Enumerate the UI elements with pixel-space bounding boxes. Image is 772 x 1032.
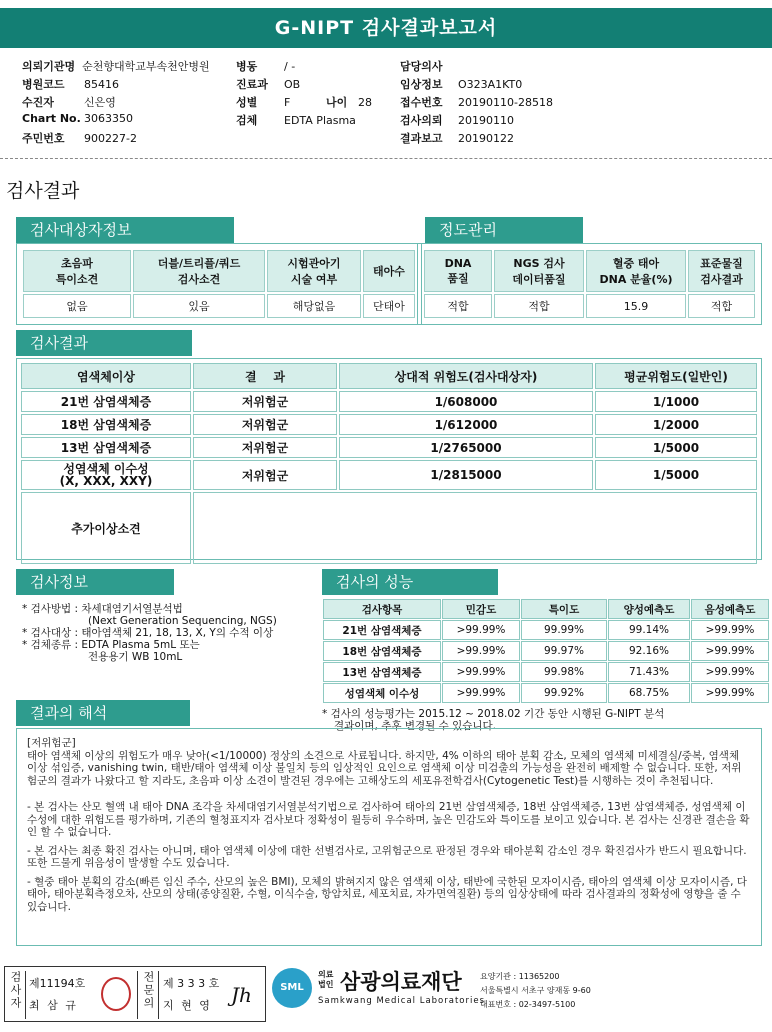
- label-clinical-info: 임상정보: [400, 78, 443, 91]
- result-header-abnormality: 염색체이상: [21, 363, 191, 389]
- logo-corp-top: 의료: [318, 970, 334, 979]
- result-row-result: 저위험군: [193, 460, 337, 490]
- test-method-line: * 검사방법 : 차세대염기서열분석법: [22, 603, 183, 615]
- result-header-average-risk: 평균위험도(일반인): [595, 363, 757, 389]
- subject-value-ultrasound: 없음: [23, 294, 131, 318]
- perf-row-ppv: 71.43%: [608, 662, 690, 682]
- result-row-result: 저위험군: [193, 437, 337, 458]
- result-row-relative: 1/2765000: [339, 437, 593, 458]
- perf-header-ppv: 양성예측도: [608, 599, 690, 619]
- logo-corp-bottom: 법인: [318, 980, 334, 989]
- result-row-average: 1/5000: [595, 437, 757, 458]
- result-row-name: 성염색체 이수성 (X, XXX, XXY): [21, 460, 191, 490]
- qc-header-fetal-fraction: 혈중 태아 DNA 분율(%): [586, 250, 686, 292]
- report-title: G-NIPT 검사결과보고서: [0, 8, 772, 48]
- test-target-line: * 검사대상 : 태아염색체 21, 18, 13, X, Y의 수적 이상: [22, 627, 274, 639]
- label-department: 진료과: [236, 78, 268, 91]
- perf-row-item: 성염색체 이수성: [323, 683, 441, 703]
- perf-header-item: 검사항목: [323, 599, 441, 619]
- test-info-text: [22, 603, 322, 663]
- perf-row-npv: >99.99%: [691, 683, 769, 703]
- specimen-type-line-2: 전용용기 WB 10mL: [88, 651, 183, 663]
- interpretation-paragraph: 태아 염색체 이상의 위험도가 매우 낮아(<1/10000) 정상의 소견으로 사료됩니다. 하지만, 4% 이하의 태아 분획 감소, 모체의 염색체 미세결실/중복, 염색체 이상 섞임증, vanishing twin, 태반/태아 염색체 이상 불일치 등의 임상적인 요인으로 염색체 이상 미검출의 가능성을 완전히 배제할 수 없습니다. 또한, 저위험군의 결과가 나왔다고 할 지라도, 초음파 이상 소견이 발견된 경우에는 고해상도의 세포유전학검사(Cytogenetic Test)를 시행하는 것이 추천됩니다.: [27, 749, 742, 787]
- qc-tab: 정도관리: [425, 217, 583, 243]
- label-receipt-no: 접수번호: [400, 96, 443, 109]
- label-doctor: 담당의사: [400, 60, 443, 73]
- label-chart-no: Chart No.: [22, 112, 81, 125]
- qc-header-ngs-quality: NGS 검사 데이터품질: [494, 250, 584, 292]
- org-name-en: Samkwang Medical Laboratories: [318, 996, 486, 1006]
- perf-header-specificity: 특이도: [521, 599, 607, 619]
- value-request-date: 20190110: [458, 114, 514, 127]
- perf-header-npv: 음성예측도: [691, 599, 769, 619]
- interpretation-paragraph: - 혈중 태아 분획의 감소(빠른 임신 주수, 산모의 높은 BMI), 모체의 밝혀지지 않은 염색체 이상, 태반에 국한된 모자이시즘, 태아의 염색체 이상 모자이시즘, 다태아, 태아분획측정오차, 산모의 상태(종양질환, 수혈, 이식수술, 항암치료, 세포치료, 자가면역질환) 등의 임상상태에 따라 검사결과의 정확성에 영향을 줄 수 있습니다.: [27, 875, 747, 913]
- perf-row-ppv: 99.14%: [608, 620, 690, 640]
- perf-row-specificity: 99.97%: [521, 641, 607, 661]
- subject-info-tab: 검사대상자정보: [16, 217, 234, 243]
- perf-row-specificity: 99.99%: [521, 620, 607, 640]
- subject-header-ivf: 시험관아기 시술 여부: [267, 250, 361, 292]
- section-title: 검사결과: [6, 180, 80, 202]
- value-hospital-code: 85416: [84, 78, 119, 91]
- qc-value-dna-quality: 적합: [424, 294, 492, 318]
- subject-value-fetus-count: 단태아: [363, 294, 415, 318]
- perf-row-npv: >99.99%: [691, 641, 769, 661]
- perf-row-item: 13번 삼염색체증: [323, 662, 441, 682]
- result-row-relative: 1/612000: [339, 414, 593, 435]
- header-mid: [236, 58, 372, 130]
- header-right: [400, 58, 553, 148]
- extra-findings-label: 추가이상소견: [21, 492, 191, 564]
- perf-row-item: 21번 삼염색체증: [323, 620, 441, 640]
- org-info-phone: 대표번호 : 02-3497-5100: [480, 1000, 576, 1009]
- qc-box: [417, 243, 762, 325]
- examiner-label: 검사자: [7, 971, 26, 1019]
- perf-row-sensitivity: >99.99%: [442, 641, 520, 661]
- extra-findings-value: [193, 492, 757, 564]
- result-header-result: 결 과: [193, 363, 337, 389]
- result-box: [16, 358, 762, 560]
- value-patient: 신은영: [84, 96, 116, 109]
- examiner-license: 제11194호: [29, 977, 86, 990]
- qc-header-dna-quality: DNA 품질: [424, 250, 492, 292]
- value-specimen: EDTA Plasma: [284, 114, 356, 127]
- value-hospital: 순천향대학교부속천안병원: [82, 60, 210, 73]
- org-info-code: 요양기관 : 11365200: [480, 972, 560, 981]
- value-chart-no: 3063350: [84, 112, 133, 125]
- perf-row-item: 18번 삼염색체증: [323, 641, 441, 661]
- value-id-number: 900227-2: [84, 132, 137, 145]
- value-department: OB: [284, 78, 301, 91]
- specimen-type-line: * 검체종류 : EDTA Plasma 5mL 또는: [22, 639, 200, 651]
- label-hospital: 의뢰기관명: [22, 60, 76, 73]
- perf-row-npv: >99.99%: [691, 620, 769, 640]
- label-patient: 수진자: [22, 96, 54, 109]
- result-row-relative: 1/2815000: [339, 460, 593, 490]
- signature: Jh: [231, 983, 252, 1007]
- interpretation-heading: [저위험군]: [27, 737, 76, 749]
- perf-row-sensitivity: >99.99%: [442, 683, 520, 703]
- value-clinical-info: O323A1KT0: [458, 78, 523, 91]
- org-corp-type: [318, 970, 333, 990]
- qc-value-reference: 적합: [688, 294, 755, 318]
- reviewer-label: 전문의: [137, 971, 159, 1019]
- result-row-average: 1/2000: [595, 414, 757, 435]
- result-tab: 검사결과: [16, 330, 192, 356]
- result-row-name: 13번 삼염색체증: [21, 437, 191, 458]
- org-logo: [272, 968, 312, 1008]
- reviewer-name: 지 현 영: [163, 999, 212, 1012]
- seal-stamp: [101, 977, 131, 1011]
- reviewer-license: 제 3 3 3 호: [163, 977, 220, 990]
- logo-circle-text: SML: [280, 982, 304, 993]
- result-row-result: 저위험군: [193, 391, 337, 412]
- header-left: [22, 58, 210, 148]
- subject-header-fetus-count: 태아수: [363, 250, 415, 292]
- result-row-name: 18번 삼염색체증: [21, 414, 191, 435]
- label-report-date: 결과보고: [400, 132, 443, 145]
- performance-note-line-1: * 검사의 성능평가는 2015.12 ~ 2018.02 기간 동안 시행된 G-NIPT 분석: [322, 708, 665, 720]
- label-id-number: 주민번호: [22, 132, 65, 145]
- label-request-date: 검사의뢰: [400, 114, 443, 127]
- interpretation-tab: 결과의 해석: [16, 700, 190, 726]
- qc-value-fetal-fraction: 15.9: [586, 294, 686, 318]
- label-sex: 성별: [236, 96, 258, 109]
- org-info: [480, 970, 591, 1012]
- org-name: 삼광의료재단: [340, 970, 462, 994]
- result-row-relative: 1/608000: [339, 391, 593, 412]
- test-info-tab: 검사정보: [16, 569, 174, 595]
- examiner-name: 최 삼 규: [29, 999, 78, 1012]
- interpretation-box: [16, 728, 762, 946]
- perf-row-specificity: 99.92%: [521, 683, 607, 703]
- subject-value-ivf: 해당없음: [267, 294, 361, 318]
- value-ward: / -: [284, 60, 296, 73]
- interpretation-paragraph: - 본 검사는 산모 혈액 내 태아 DNA 조각을 차세대염기서열분석기법으로 검사하여 태아의 21번 삼염색체증, 18번 삼염색체증, 13번 삼염색체증, 성염색체 이수성에 대한 위험도를 평가하며, 기존의 혈청표지자 검사보다 정확성이 월등히 우수하며, 높은 민감도와 특이도를 보이고 있습니다. 본 검사는 신경관 결손을 확인 할 수 없습니다.: [27, 801, 750, 838]
- result-row-result: 저위험군: [193, 414, 337, 435]
- perf-row-npv: >99.99%: [691, 662, 769, 682]
- performance-note-line-2: 결과이며, 추후 변경될 수 있습니다.: [334, 720, 497, 732]
- perf-row-sensitivity: >99.99%: [442, 662, 520, 682]
- value-report-date: 20190122: [458, 132, 514, 145]
- value-receipt-no: 20190110-28518: [458, 96, 553, 109]
- qc-value-ngs-quality: 적합: [494, 294, 584, 318]
- label-hospital-code: 병원코드: [22, 78, 65, 91]
- test-method-line-2: (Next Generation Sequencing, NGS): [88, 615, 277, 627]
- result-row-average: 1/1000: [595, 391, 757, 412]
- perf-row-specificity: 99.98%: [521, 662, 607, 682]
- subject-header-ultrasound: 초음파 특이소견: [23, 250, 131, 292]
- perf-row-ppv: 92.16%: [608, 641, 690, 661]
- qc-header-reference: 표준물질 검사결과: [688, 250, 755, 292]
- subject-value-screening: 있음: [133, 294, 265, 318]
- performance-box: [322, 598, 770, 732]
- result-row-average: 1/5000: [595, 460, 757, 490]
- subject-info-box: [16, 243, 422, 325]
- subject-header-screening: 더블/트리플/쿼드 검사소견: [133, 250, 265, 292]
- value-sex: F: [284, 96, 291, 109]
- perf-row-ppv: 68.75%: [608, 683, 690, 703]
- result-header-relative-risk: 상대적 위험도(검사대상자): [339, 363, 593, 389]
- performance-tab: 검사의 성능: [322, 569, 498, 595]
- interpretation-paragraph: - 본 검사는 최종 확진 검사는 아니며, 태아 염색체 이상에 대한 선별검사로, 고위험군으로 판정된 경우와 태아분획 감소인 경우 확진검사가 반드시 필요합니다. 또한 드물게 위음성이 발생할 수도 있습니다.: [27, 844, 747, 869]
- org-info-address: 서울특별시 서초구 양재동 9-60: [480, 986, 591, 995]
- value-age: 28: [358, 96, 372, 109]
- header-divider: [0, 158, 772, 159]
- perf-row-sensitivity: >99.99%: [442, 620, 520, 640]
- footer-signature-box: [4, 966, 266, 1022]
- label-ward: 병동: [236, 60, 258, 73]
- perf-header-sensitivity: 민감도: [442, 599, 520, 619]
- label-specimen: 검체: [236, 114, 258, 127]
- result-row-name: 21번 삼염색체증: [21, 391, 191, 412]
- label-age: 나이: [326, 96, 348, 109]
